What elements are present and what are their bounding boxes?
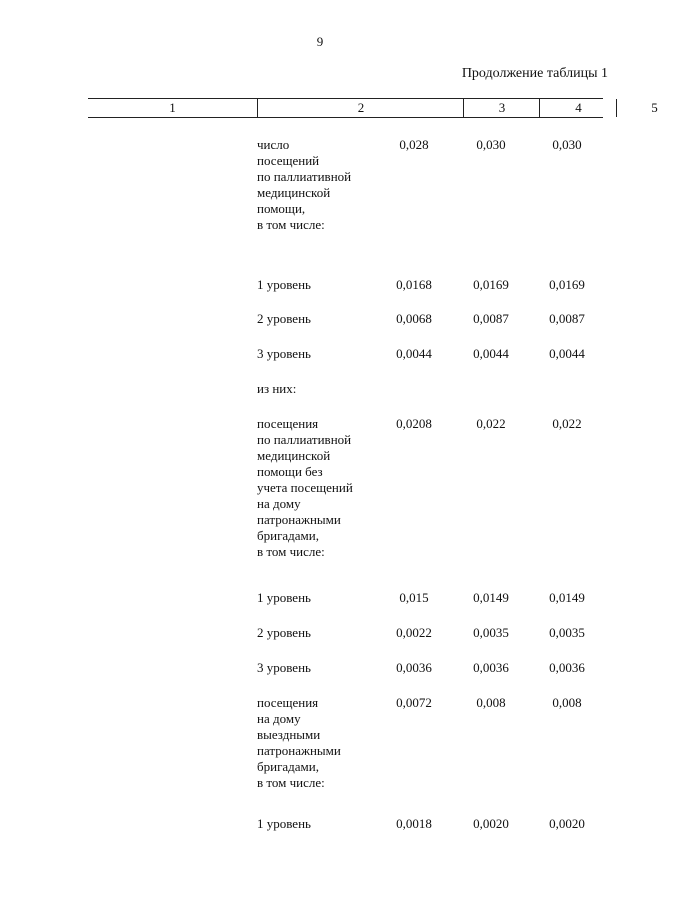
row-value-col-3: 0,0072: [396, 695, 432, 710]
row-value-col-5: 0,008: [552, 695, 582, 710]
row-value-col-3: 0,0018: [396, 816, 432, 831]
row-value-col-4: 0,0020: [473, 816, 509, 831]
row-value-col-3: 0,0068: [396, 311, 432, 326]
row-label: 2 уровень: [257, 311, 311, 326]
row-value-col-4: 0,0169: [473, 277, 509, 292]
page-number: 9: [316, 34, 324, 49]
row-label: посещения по паллиативной медицинской помощи без учета посещений на дому патронажными бригадами, в том числе:: [257, 416, 353, 559]
row-label: посещения на дому выездными патронажными бригадами, в том числе:: [257, 695, 341, 790]
row-value-col-3: 0,0208: [396, 416, 432, 431]
row-value-col-5: 0,0087: [549, 311, 585, 326]
row-value-col-3: 0,0044: [396, 346, 432, 361]
row-label: 3 уровень: [257, 660, 311, 675]
row-value-col-4: 0,0087: [473, 311, 509, 326]
row-value-col-5: 0,022: [552, 416, 582, 431]
row-label: число посещений по паллиативной медицинской помощи, в том числе:: [257, 137, 352, 232]
row-label: из них:: [257, 381, 297, 396]
row-label: 1 уровень: [257, 816, 311, 831]
header-col-4: 4: [539, 99, 617, 117]
row-value-col-4: 0,0149: [473, 590, 509, 605]
header-col-2: 2: [257, 99, 464, 117]
row-value-col-5: 0,0044: [549, 346, 585, 361]
row-value-col-4: 0,0044: [473, 346, 509, 361]
row-label: 2 уровень: [257, 625, 311, 640]
row-value-col-3: 0,015: [399, 590, 429, 605]
row-value-col-5: 0,0035: [549, 625, 585, 640]
row-label: 3 уровень: [257, 346, 311, 361]
row-value-col-4: 0,0035: [473, 625, 509, 640]
row-value-col-3: 0,0168: [396, 277, 432, 292]
row-value-col-3: 0,0022: [396, 625, 432, 640]
row-value-col-5: 0,0036: [549, 660, 585, 675]
header-col-5: 5: [616, 99, 692, 117]
table-header: [88, 98, 658, 118]
row-value-col-5: 0,030: [552, 137, 582, 152]
row-label: 1 уровень: [257, 590, 311, 605]
row-value-col-3: 0,028: [399, 137, 429, 152]
row-value-col-3: 0,0036: [396, 660, 432, 675]
table-caption: Продолжение таблицы 1: [461, 66, 608, 81]
header-col-1: 1: [169, 100, 176, 115]
row-label: 1 уровень: [257, 277, 311, 292]
header-col-3: 3: [463, 99, 540, 117]
row-value-col-5: 0,0149: [549, 590, 585, 605]
row-value-col-4: 0,022: [476, 416, 506, 431]
row-value-col-4: 0,030: [476, 137, 506, 152]
row-value-col-4: 0,0036: [473, 660, 509, 675]
row-value-col-4: 0,008: [476, 695, 506, 710]
row-value-col-5: 0,0020: [549, 816, 585, 831]
row-value-col-5: 0,0169: [549, 277, 585, 292]
